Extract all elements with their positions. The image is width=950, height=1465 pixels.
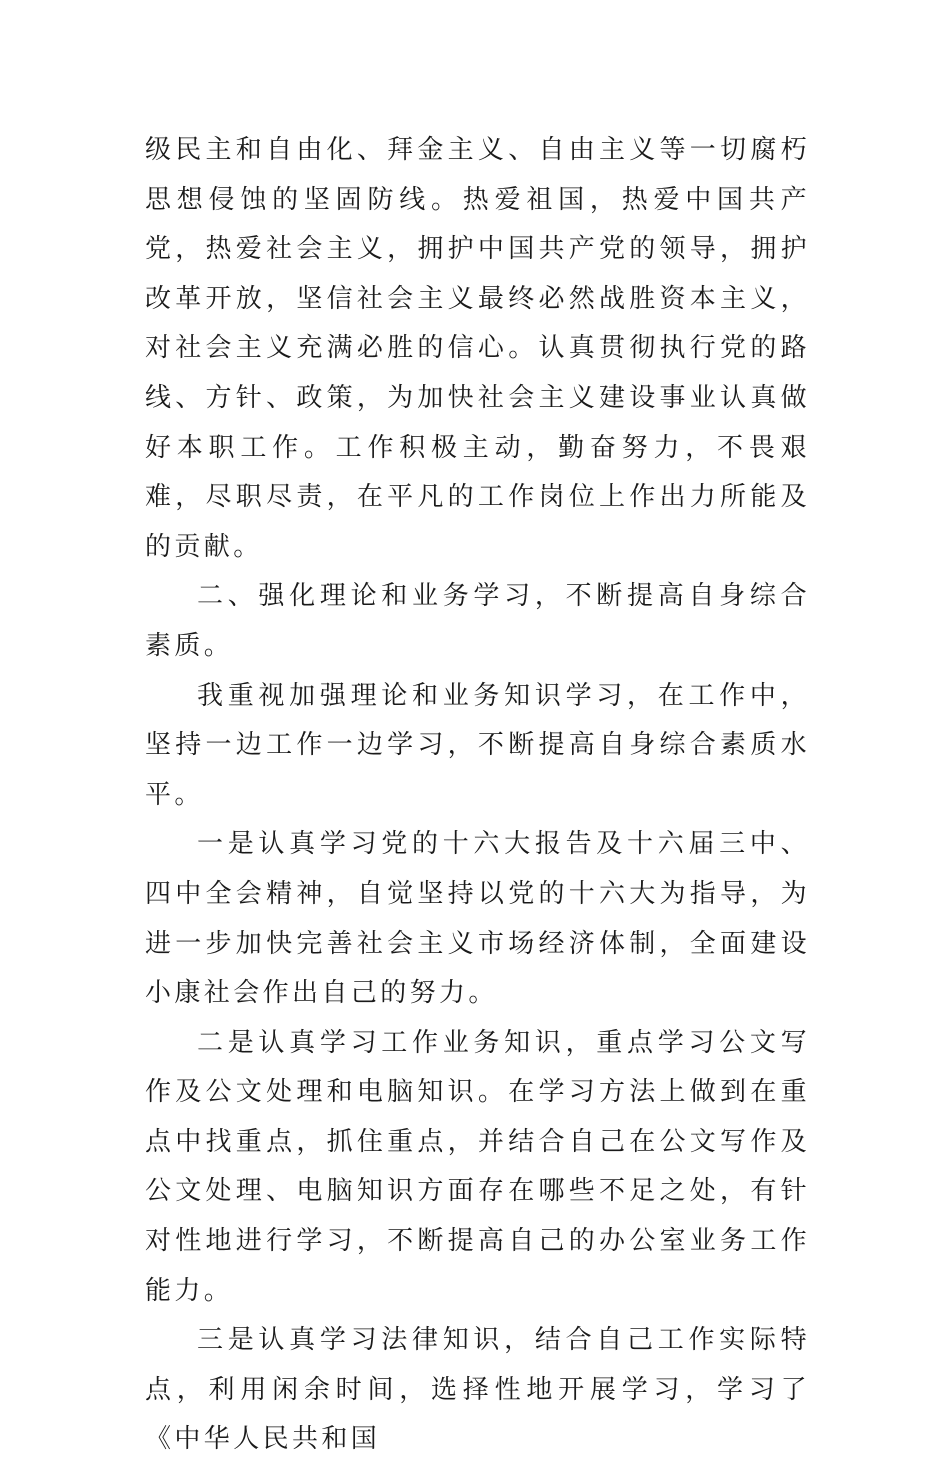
paragraph-point-2: 二是认真学习工作业务知识，重点学习公文写作及公文处理和电脑知识。在学习方法上做到在重点中找重点，抓住重点，并结合自己在公文写作及公文处理、电脑知识方面存在哪些不足之处，有针对性地进行学习，不断提高自己的办公室业务工作能力。 <box>145 1027 810 1306</box>
paragraph-point-3: 三是认真学习法律知识，结合自己工作实际特点，利用闲余时间，选择性地开展学习，学习了《中华人民共和国 <box>145 1325 810 1455</box>
paragraph-study-intro: 我重视加强理论和业务知识学习，在工作中，坚持一边工作一边学习，不断提高自身综合素质水平。 <box>145 680 810 810</box>
paragraph-continuation: 级民主和自由化、拜金主义、自由主义等一切腐朽思想侵蚀的坚固防线。热爱祖国，热爱中国共产党，热爱社会主义，拥护中国共产党的领导，拥护改革开放，坚信社会主义最终必然战胜资本主义，对社会主义充满必胜的信心。认真贯彻执行党的路线、方针、政策，为加快社会主义建设事业认真做好本职工作。工作积极主动，勤奋努力，不畏艰难，尽职尽责，在平凡的工作岗位上作出力所能及的贡献。 <box>145 135 810 562</box>
document-body <box>145 126 810 1465</box>
paragraph-point-1: 一是认真学习党的十六大报告及十六届三中、四中全会精神，自觉坚持以党的十六大为指导，为进一步加快完善社会主义市场经济体制，全面建设小康社会作出自己的努力。 <box>145 829 810 1009</box>
section-heading-2: 二、强化理论和业务学习，不断提高自身综合素质。 <box>145 581 810 661</box>
